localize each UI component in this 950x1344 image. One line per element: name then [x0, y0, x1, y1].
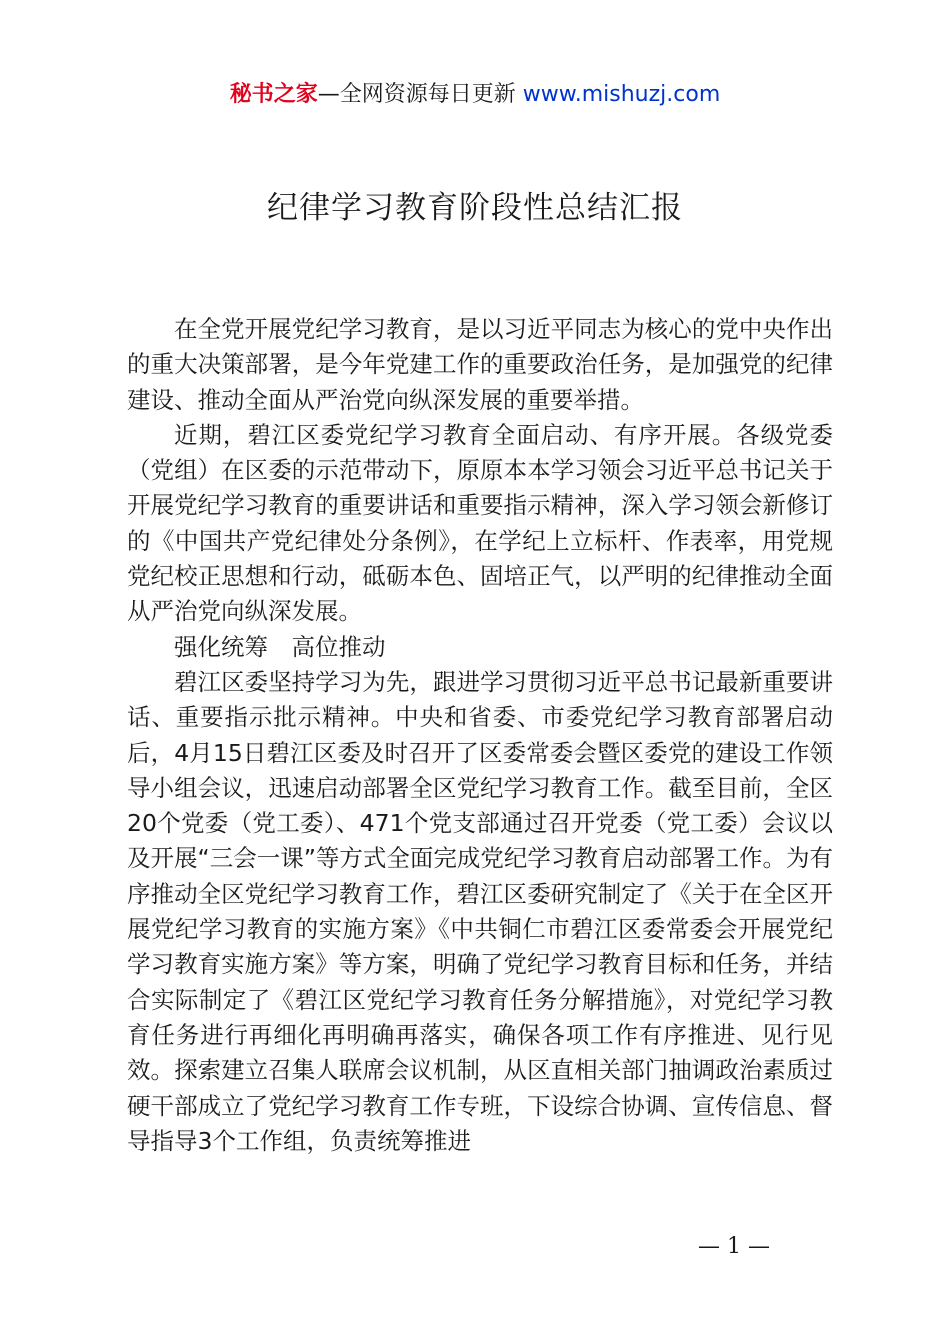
brand-name: 秘书之家 — [229, 82, 318, 107]
document-body — [127, 312, 833, 1159]
site-url-link[interactable]: www.mishuzj.com — [522, 82, 721, 107]
site-header — [0, 80, 950, 110]
section-heading: 强化统筹 高位推动 — [174, 632, 386, 661]
header-tagline: —全网资源每日更新 — [317, 82, 523, 107]
paragraph-intro: 在全党开展党纪学习教育，是以习近平同志为核心的党中央作出的重大决策部署，是今年党建工作的重要政治任务，是加强党的纪律建设、推动全面从严治党向纵深发展的重要举措。 — [127, 315, 833, 414]
page-number: — 1 — — [698, 1234, 770, 1259]
paragraph-section-1: 碧江区委坚持学习为先，跟进学习贯彻习近平总书记最新重要讲话、重要指示批示精神。中央和省委、市委党纪学习教育部署启动后，4月15日碧江区委及时召开了区委常委会暨区委党的建设工作领导小组会议，迅速启动部署全区党纪学习教育工作。截至目前，全区20个党委（党工委）、471个党支部通过召开党委（党工委）会议以及开展“三会一课”等方式全面完成党纪学习教育启动部署工作。为有序推动全区党纪学习教育工作，碧江区委研究制定了《关于在全区开展党纪学习教育的实施方案》《中共铜仁市碧江区委常委会开展党纪学习教育实施方案》等方案，明确了党纪学习教育目标和任务，并结合实际制定了《碧江区党纪学习教育任务分解措施》，对党纪学习教育任务进行再细化再明确再落实，确保各项工作有序推进、见行见效。探索建立召集人联席会议机制，从区直相关部门抽调政治素质过硬干部成立了党纪学习教育工作专班，下设综合协调、宣传信息、督导指导3个工作组，负责统筹推进 — [127, 667, 833, 1155]
document-title: 纪律学习教育阶段性总结汇报 — [267, 190, 683, 226]
paragraph-overview: 近期，碧江区委党纪学习教育全面启动、有序开展。各级党委（党组）在区委的示范带动下，原原本本学习领会习近平总书记关于开展党纪学习教育的重要讲话和重要指示精神，深入学习领会新修订的《中国共产党纪律处分条例》，在学纪上立标杆、作表率，用党规党纪校正思想和行动，砥砺本色、固培正气，以严明的纪律推动全面从严治党向纵深发展。 — [127, 420, 833, 626]
